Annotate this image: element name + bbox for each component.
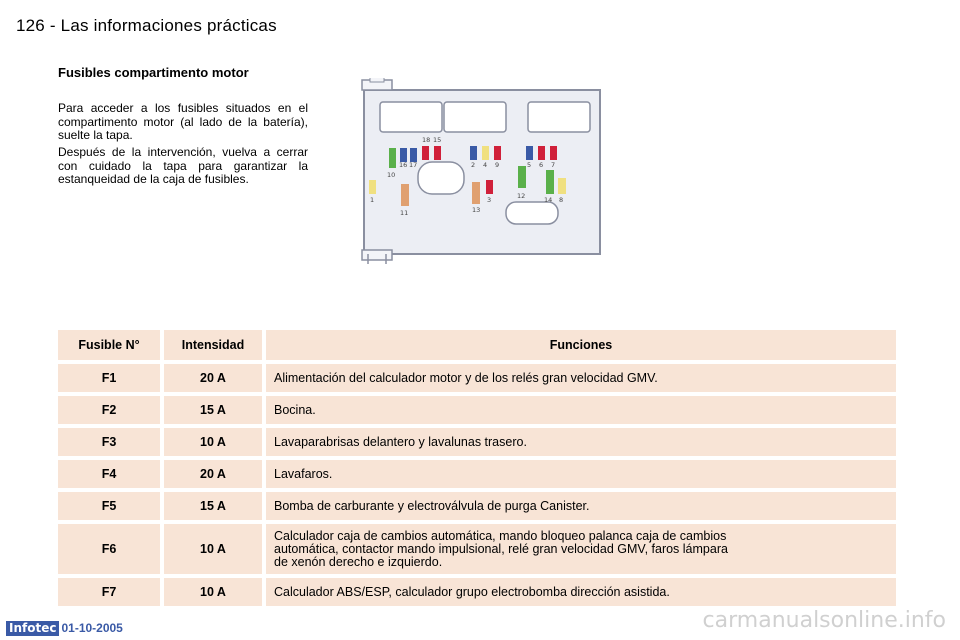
fuse-label: 3 <box>487 196 492 204</box>
infotec-logo: Infotec <box>6 621 59 636</box>
footer <box>6 620 123 636</box>
instruction-paragraph-1: Para acceder a los fusibles situados en el compartimento motor (al lado de la batería), suelte la tapa. <box>58 101 308 142</box>
table-row <box>58 364 896 392</box>
fuse-number: F5 <box>58 492 160 520</box>
fuse-label: 17 <box>409 161 418 169</box>
fuse-function-line: automática, contactor mando impulsional, relé gran velocidad GMV, faros lámpara <box>274 541 728 556</box>
fuse-number: F1 <box>58 364 160 392</box>
table-row <box>58 396 896 424</box>
fuse-amperage: 10 A <box>164 578 262 606</box>
fuse-label: 15 <box>433 136 442 144</box>
instruction-paragraph-2: Después de la intervención, vuelva a cerrar con cuidado la tapa para garantizar la estanqueidad de la caja de fusibles. <box>58 145 308 186</box>
fuse-label: 18 <box>422 136 431 144</box>
fuse-label: 13 <box>472 206 481 214</box>
fuse-amperage: 10 A <box>164 524 262 574</box>
fuse-amperage: 10 A <box>164 428 262 456</box>
fuse-function <box>266 524 896 574</box>
fuse-function: Bocina. <box>266 396 896 424</box>
fuse-number: F7 <box>58 578 160 606</box>
fuse-number: F6 <box>58 524 160 574</box>
page-header: 126 - Las informaciones prácticas <box>16 16 277 35</box>
fuse-table <box>54 326 900 610</box>
table-header-row <box>58 330 896 360</box>
table-row <box>58 428 896 456</box>
fuse-label: 16 <box>399 161 408 169</box>
watermark: carmanualsonline.info <box>702 608 946 633</box>
fuse-label: 12 <box>517 192 526 200</box>
fuse-function: Lavaparabrisas delantero y lavalunas trasero. <box>266 428 896 456</box>
table-row <box>58 578 896 606</box>
table-row <box>58 524 896 574</box>
fuse-amperage: 15 A <box>164 492 262 520</box>
fuse-function-line: de xenón derecho e izquierdo. <box>274 554 443 569</box>
fuse-function: Bomba de carburante y electroválvula de purga Canister. <box>266 492 896 520</box>
header-intensity: Intensidad <box>164 330 262 360</box>
header-fuse: Fusible N° <box>58 330 160 360</box>
fuse-label: 6 <box>539 161 544 169</box>
fuse-label: 7 <box>551 161 556 169</box>
fuse-amperage: 15 A <box>164 396 262 424</box>
fuse-number: F4 <box>58 460 160 488</box>
fuse-box-diagram <box>358 78 606 264</box>
fuse-label: 10 <box>387 171 396 179</box>
fuse-label: 14 <box>544 196 553 204</box>
fuse-number: F2 <box>58 396 160 424</box>
table-row <box>58 492 896 520</box>
table-row <box>58 460 896 488</box>
fuse-function-line: Calculador caja de cambios automática, mando bloqueo palanca caja de cambios <box>274 528 727 543</box>
fuse-amperage: 20 A <box>164 460 262 488</box>
fuse-label: 8 <box>559 196 564 204</box>
fuse-number: F3 <box>58 428 160 456</box>
fuse-label: 1 <box>370 196 375 204</box>
fuse-label: 9 <box>495 161 500 169</box>
header-functions: Funciones <box>266 330 896 360</box>
footer-date: 01-10-2005 <box>61 621 123 635</box>
fuse-label: 2 <box>471 161 476 169</box>
section-title: Fusibles compartimento motor <box>58 65 249 80</box>
fuse-label: 11 <box>400 209 409 217</box>
fuse-function: Lavafaros. <box>266 460 896 488</box>
fuse-function: Alimentación del calculador motor y de los relés gran velocidad GMV. <box>266 364 896 392</box>
fuse-label: 5 <box>527 161 532 169</box>
fuse-amperage: 20 A <box>164 364 262 392</box>
fuse-label: 4 <box>483 161 488 169</box>
fuse-function: Calculador ABS/ESP, calculador grupo electrobomba dirección asistida. <box>266 578 896 606</box>
